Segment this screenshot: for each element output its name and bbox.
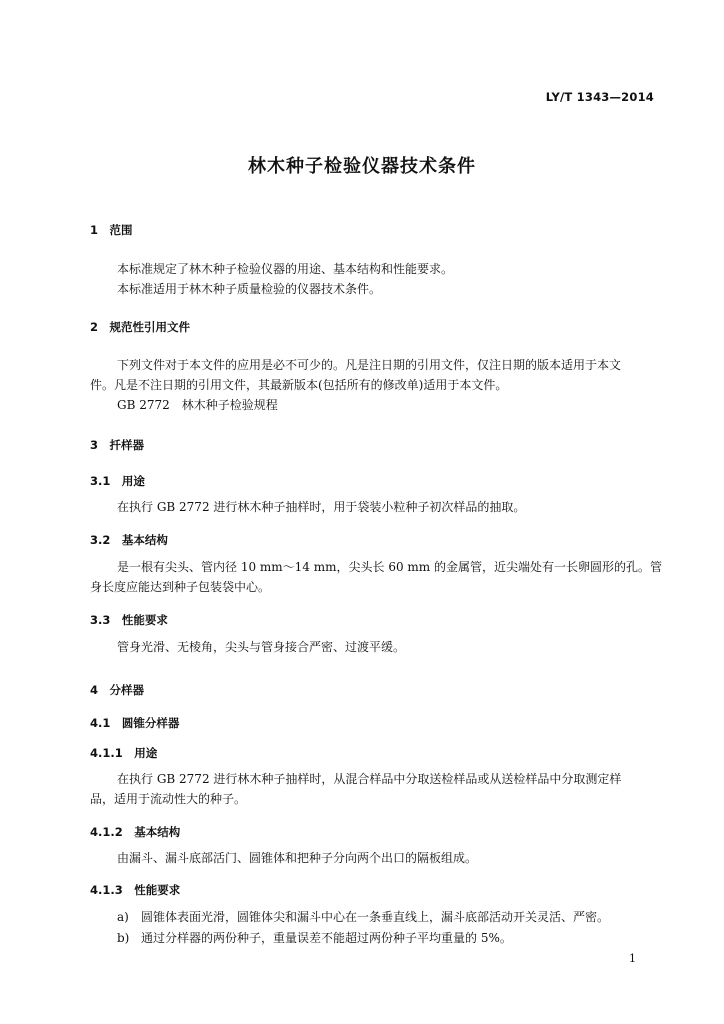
paragraph-line: 本标准适用于林木种子质量检验的仪器技术条件。 [117, 282, 382, 296]
section-1-body [90, 259, 656, 299]
requirement-item-b [117, 929, 512, 946]
item-text: 圆锥体表面光滑，圆锥体尖和漏斗中心在一条垂直线上，漏斗底部活动开关灵活、严密。 [141, 910, 610, 924]
section-1-heading: 1 范围 [90, 223, 133, 237]
section-3-3-body [90, 637, 656, 657]
section-4-1-1-heading: 4.1.1 用途 [90, 746, 158, 760]
page-number: 1 [629, 952, 636, 965]
paragraph-line: 是一根有尖头、管内径 10 mm～14 mm，尖头长 60 mm 的金属管，近尖端处有一长卵圆形的孔。管 [117, 560, 662, 574]
standard-code: LY/T 1343—2014 [545, 90, 654, 104]
paragraph-line: 件。凡是不注日期的引用文件，其最新版本(包括所有的修改单)适用于本文件。 [90, 378, 508, 392]
item-text: 通过分样器的两份种子，重量误差不能超过两份种子平均重量的 5%。 [141, 931, 512, 945]
section-4-1-2-body [90, 848, 656, 868]
item-marker: a) [117, 910, 129, 924]
section-4-heading: 4 分样器 [90, 683, 145, 697]
paragraph-line: 下列文件对于本文件的应用是必不可少的。凡是注日期的引用文件，仅注日期的版本适用于本文 [117, 358, 622, 372]
paragraph-line: 由漏斗、漏斗底部活门、圆锥体和把种子分向两个出口的隔板组成。 [117, 851, 478, 865]
section-3-heading: 3 扦样器 [90, 438, 145, 452]
paragraph-line: 本标准规定了林木种子检验仪器的用途、基本结构和性能要求。 [117, 262, 454, 276]
section-3-2-heading: 3.2 基本结构 [90, 533, 168, 547]
section-4-1-1-body [90, 769, 656, 809]
section-3-1-body [90, 497, 656, 517]
paragraph-line: 在执行 GB 2772 进行林木种子抽样时，用于袋装小粒种子初次样品的抽取。 [117, 500, 526, 514]
paragraph-line: 在执行 GB 2772 进行林木种子抽样时，从混合样品中分取送检样品或从送检样品中分取测定样 [117, 772, 622, 786]
requirement-item-a [117, 908, 609, 925]
paragraph-line: 管身光滑、无棱角，尖头与管身接合严密、过渡平缓。 [117, 640, 406, 654]
reference-entry: GB 2772 林木种子检验规程 [117, 398, 278, 412]
section-4-1-heading: 4.1 圆锥分样器 [90, 716, 180, 730]
document-title: 林木种子检验仪器技术条件 [248, 156, 476, 177]
section-3-3-heading: 3.3 性能要求 [90, 613, 168, 627]
section-3-1-heading: 3.1 用途 [90, 474, 145, 488]
paragraph-line: 身长度应能达到种子包装袋中心。 [90, 580, 271, 594]
section-4-1-2-heading: 4.1.2 基本结构 [90, 825, 181, 839]
section-2-heading: 2 规范性引用文件 [90, 320, 191, 334]
section-2-body [90, 355, 656, 415]
item-marker: b) [117, 931, 130, 945]
section-4-1-3-heading: 4.1.3 性能要求 [90, 883, 181, 897]
section-3-2-body [90, 557, 662, 597]
paragraph-line: 品，适用于流动性大的种子。 [90, 792, 247, 806]
